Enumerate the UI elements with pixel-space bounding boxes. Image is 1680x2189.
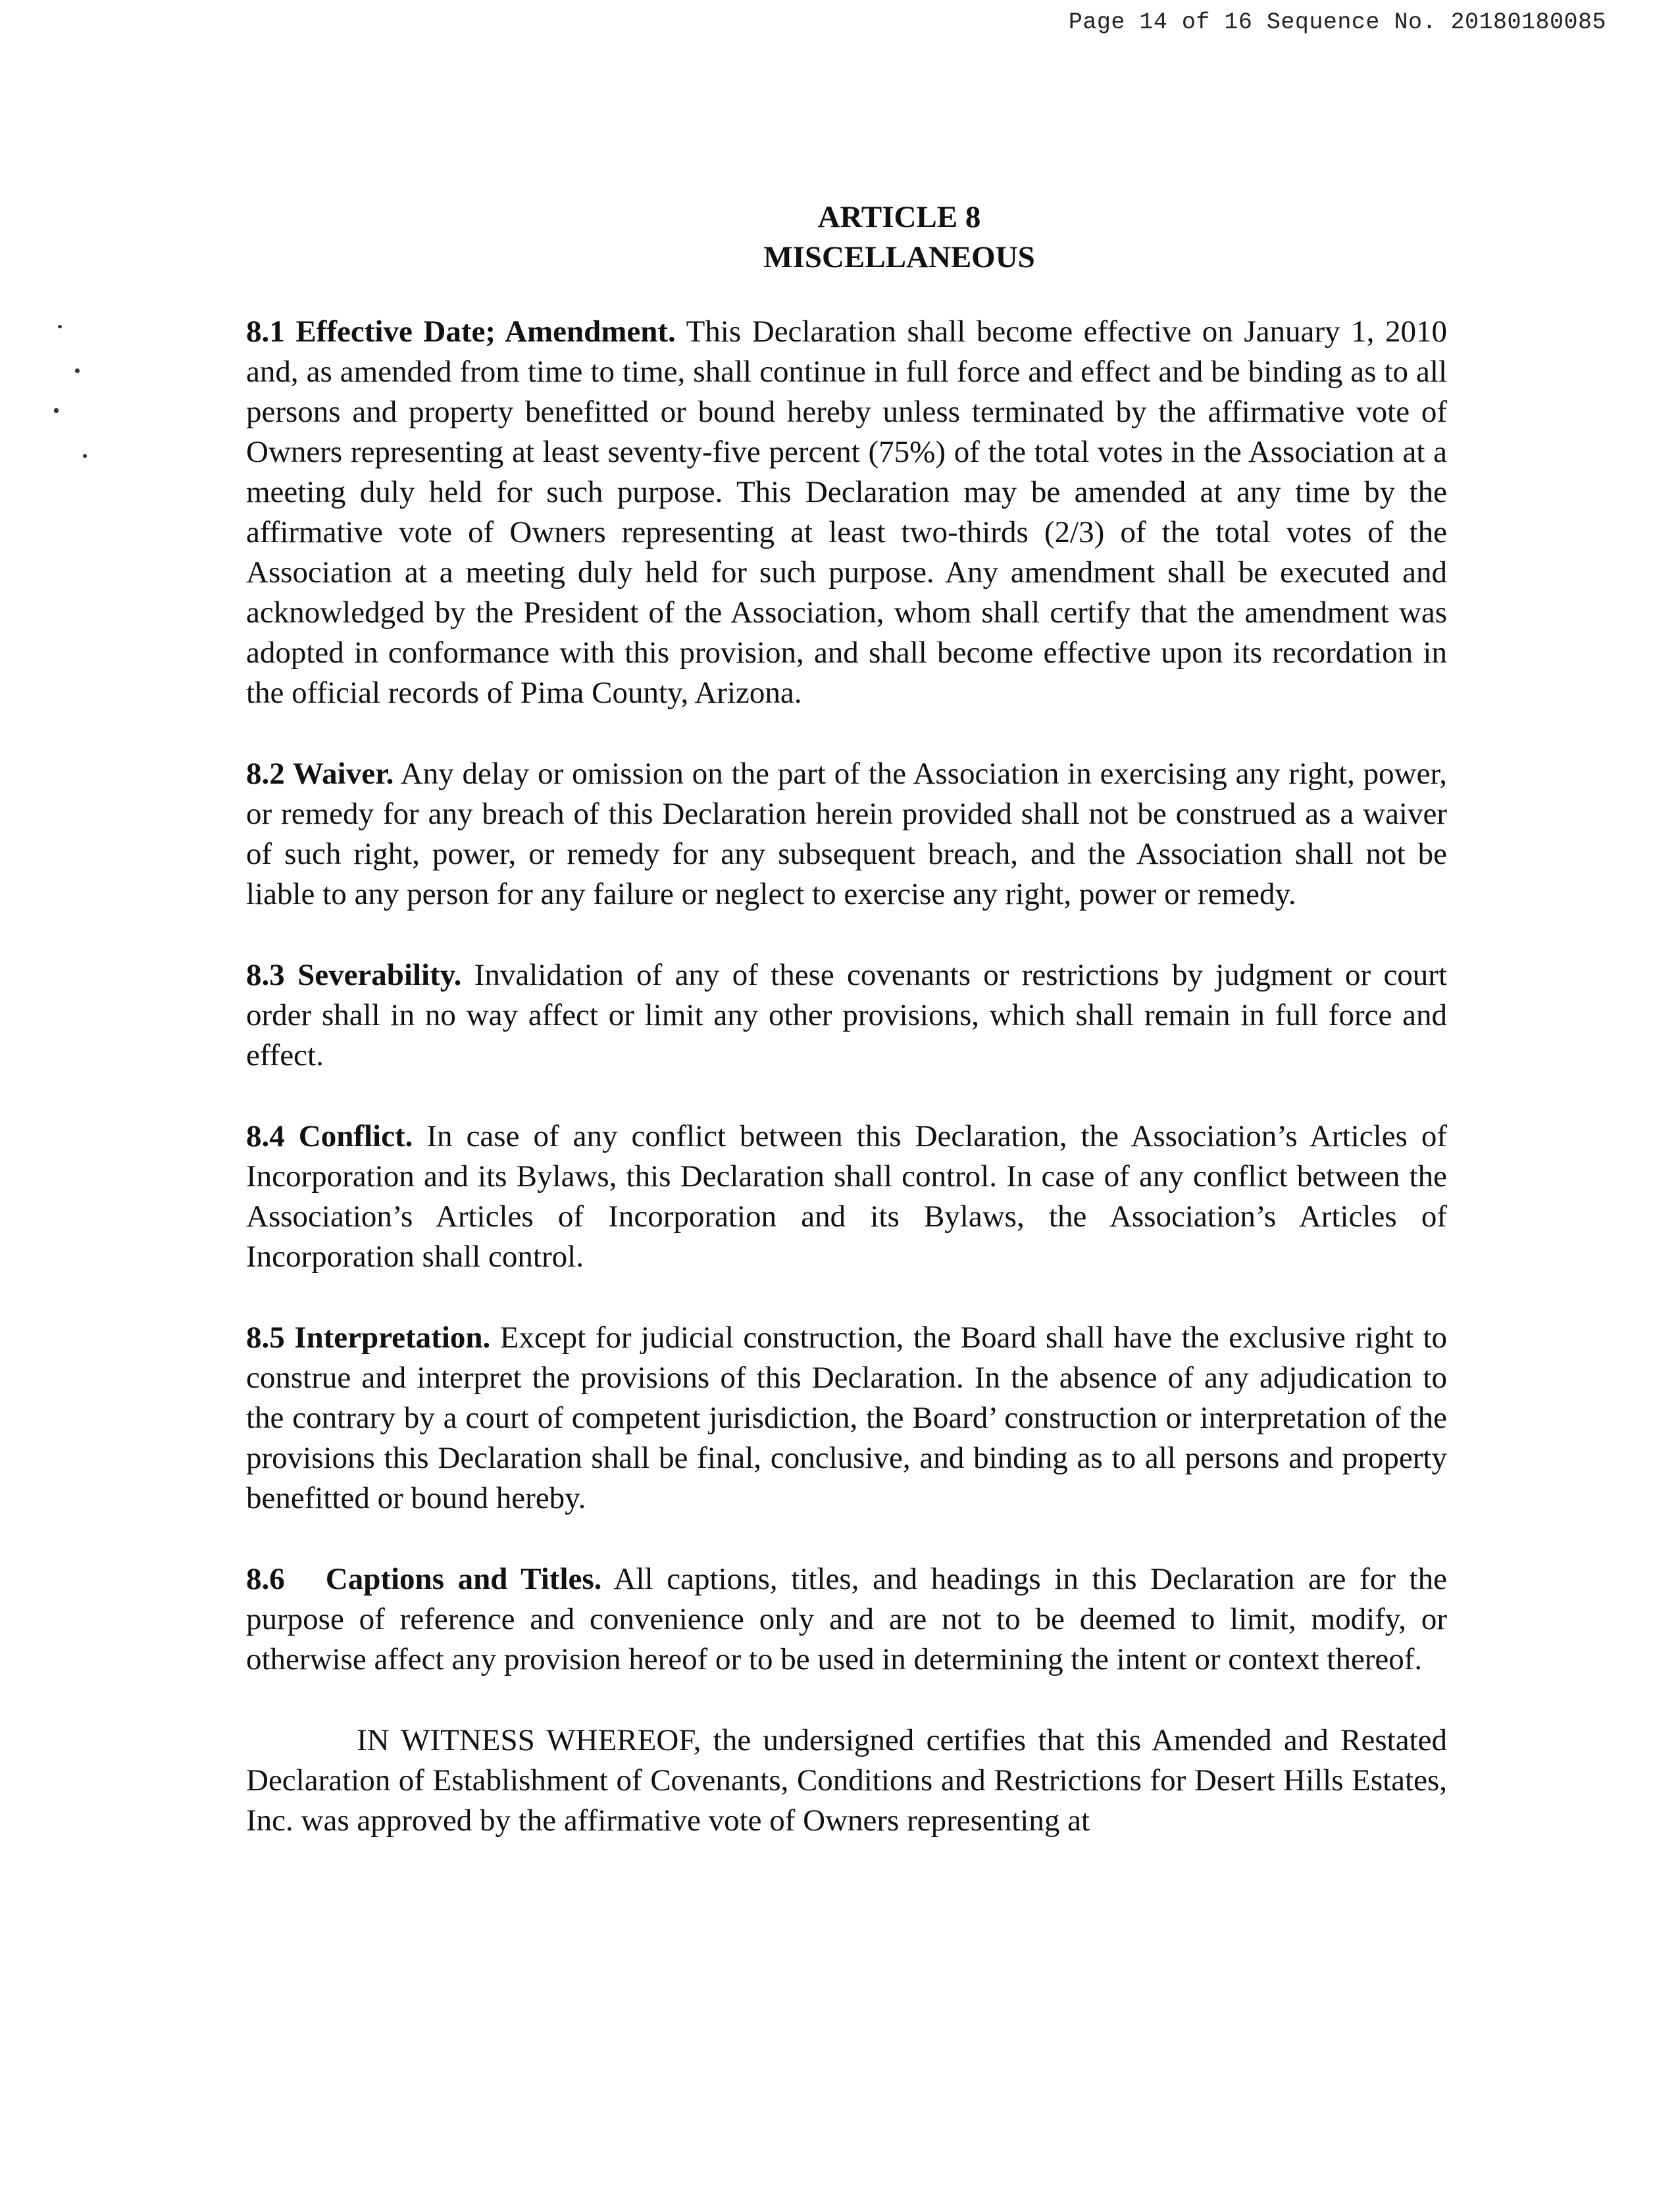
section-number: 8.2 bbox=[246, 757, 285, 791]
scan-mark bbox=[54, 408, 59, 413]
section-number: 8.4 bbox=[246, 1119, 285, 1153]
section-title: Conflict. bbox=[298, 1119, 413, 1153]
scan-mark bbox=[58, 325, 62, 328]
section-8-2 bbox=[246, 754, 1447, 915]
section-title: Captions and Titles. bbox=[325, 1562, 602, 1596]
document-body bbox=[246, 197, 1447, 1841]
article-heading bbox=[246, 197, 1447, 278]
section-title: Severability. bbox=[297, 958, 462, 992]
section-text: In case of any conflict between this Declaration, the Association’s Articles of Incorporation and its Bylaws, this Declaration shall control. In case of any conflict between the Association’s Articles of Incorporation and its Bylaws, the Association’s Articles of Incorporation shall control. bbox=[246, 1119, 1448, 1274]
article-title: MISCELLANEOUS bbox=[763, 240, 1035, 274]
scan-mark bbox=[83, 454, 87, 458]
section-number: 8.3 bbox=[246, 958, 285, 992]
section-text: Except for judicial construction, the Board shall have the exclusive right to construe and interpret the provisions of this Declaration. In the absence of any adjudication to the contrary by a court of competent jurisdiction, the Board’ construction or interpretation of the provisions this Declaration shall be final, conclusive, and binding as to all persons and property benefitted or bound hereby. bbox=[246, 1321, 1448, 1515]
section-title: Interpretation. bbox=[294, 1321, 491, 1355]
section-text: All captions, titles, and headings in this Declaration are for the purpose of reference and convenience only and are not to be deemed to limit, modify, or otherwise affect any provision hereof or to be used in determining the intent or context thereof. bbox=[246, 1562, 1447, 1676]
section-number: 8.5 bbox=[246, 1321, 285, 1355]
section-8-5 bbox=[246, 1318, 1447, 1519]
section-title: Effective Date; Amendment. bbox=[295, 315, 676, 349]
witness-paragraph: IN WITNESS WHEREOF, the undersigned certifies that this Amended and Restated Declaration of Establishment of Covenants, Conditions and Restrictions for Desert Hills Estates, Inc. was approved by the affirmative vote of Owners representing at bbox=[246, 1723, 1447, 1838]
section-title: Waiver. bbox=[292, 757, 394, 791]
section-number: 8.1 bbox=[246, 315, 285, 349]
scan-mark bbox=[75, 368, 80, 373]
section-text: Invalidation of any of these covenants or restrictions by judgment or court order shall in no way affect or limit any other provisions, which shall remain in full force and effect. bbox=[246, 958, 1448, 1072]
section-text: Any delay or omission on the part of the Association in exercising any right, power, or remedy for any breach of this Declaration herein provided shall not be construed as a waiver of such right, power, or remedy for any subsequent breach, and the Association shall not be liable to any person for any failure or neglect to exercise any right, power or remedy. bbox=[246, 757, 1447, 911]
section-8-1 bbox=[246, 312, 1447, 713]
section-8-3 bbox=[246, 955, 1447, 1076]
section-text: This Declaration shall become effective on January 1, 2010 and, as amended from time to time, shall continue in full force and effect and be binding as to all persons and property benefitted or bound hereby unless terminated by the affirmative vote of Owners representing at least seventy-five percent (75%) of the total votes in the Association at a meeting duly held for such purpose. This Declaration may be amended at any time by the affirmative vote of Owners representing at least two-thirds (2/3) of the total votes of the Association at a meeting duly held for such purpose. Any amendment shall be executed and acknowledged by the President of the Association, whom shall certify that the amendment was adopted in conformance with this provision, and shall become effective upon its recordation in the official records of Pima County, Arizona. bbox=[246, 315, 1448, 710]
section-8-4 bbox=[246, 1117, 1447, 1277]
article-number: ARTICLE 8 bbox=[817, 200, 981, 234]
section-number: 8.6 bbox=[246, 1562, 285, 1596]
page-sequence-header: Page 14 of 16 Sequence No. 20180180085 bbox=[1068, 9, 1606, 36]
section-8-6 bbox=[246, 1559, 1447, 1680]
